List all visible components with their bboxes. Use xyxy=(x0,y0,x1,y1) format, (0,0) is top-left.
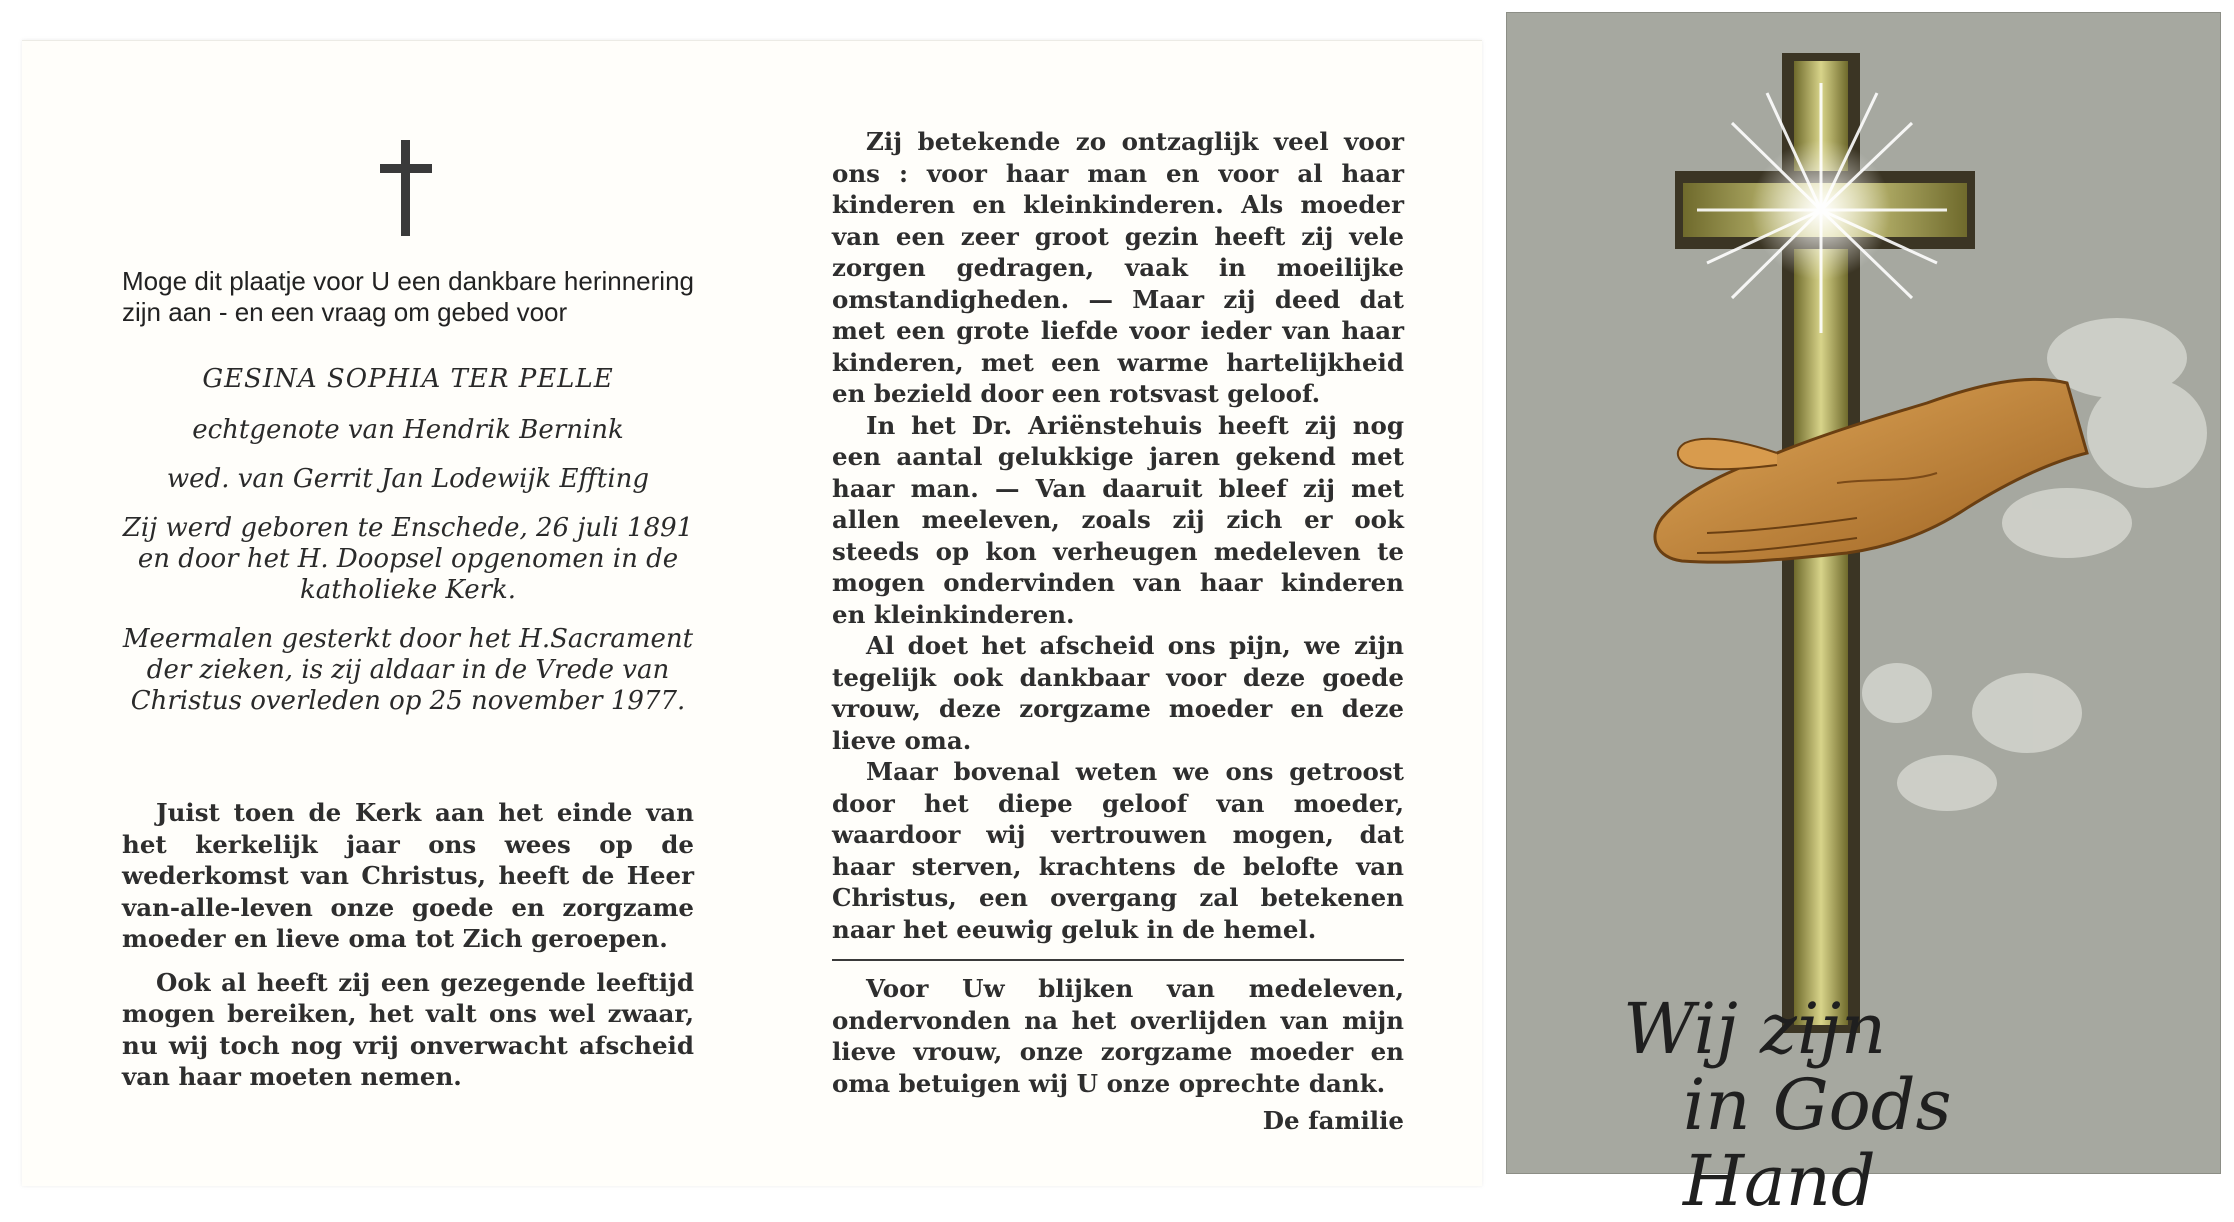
cross-icon xyxy=(380,140,432,236)
middle-paragraph-3: Al doet het afscheid ons pijn, we zijn tegelijk ook dankbaar voor deze goede vrouw, deze zorgzame moeder en deze lieve oma. xyxy=(832,631,1404,755)
left-paragraph-2: Ook al heeft zij een gezegende leeftijd mogen bereiken, het valt ons wel zwaar, nu wij toch nog vrij onverwacht afscheid van haar moeten nemen. xyxy=(122,967,694,1091)
middle-paragraph-1: Zij betekende zo ontzaglijk veel voor ons : voor haar man en voor al haar kinderen en kleinkinderen. Als moeder van een zeer groot gezin heeft zij vele zorgen gedragen, vaak in moeilijke omstandigheden. — Maar zij deed dat met een grote liefde voor ieder van haar kinderen, met een warme hartelijkheid en bezield door een rotsvast geloof. xyxy=(832,127,1404,408)
left-panel xyxy=(122,140,694,1093)
middle-paragraph-4: Maar bovenal weten we ons getroost door het diepe geloof van moeder, waardoor wij vertrouwen mogen, dat haar sterven, krachtens de belofte van Christus, een overgang zal betekenen naar het eeuwig geluk in de hemel. xyxy=(832,757,1404,944)
caption-line-2: in Gods Hand xyxy=(1683,1064,1952,1222)
middle-panel xyxy=(832,126,1404,1137)
card-caption xyxy=(1623,988,2143,1222)
spouse-line-1: echtgenote van Hendrik Bernink xyxy=(192,415,624,445)
front-card xyxy=(1506,12,2221,1222)
middle-paragraph-2: In het Dr. Ariënstehuis heeft zij nog een aantal gelukkige jaren gekend met haar man. — Van daaruit bleef zij met allen meeleven, zoals zij zich er ook steeds op kon verheugen medeleven te mogen ondervinden van haar kinderen en kleinkinderen. xyxy=(832,410,1404,629)
caption-line-1: Wij zijn xyxy=(1623,988,1887,1070)
left-paragraph-1: Juist toen de Kerk aan het einde van het kerkelijk jaar ons wees op de wederkomst van Christus, heeft de Heer van-alle-leven onze goede en zorgzame moeder en lieve oma tot Zich geroepen. xyxy=(122,798,694,953)
intro-text: Moge dit plaatje voor U een dankbare herinnering zijn aan - en een vraag om gebed voor xyxy=(122,266,694,327)
deceased-name: GESINA SOPHIA TER PELLE xyxy=(202,364,614,394)
birth-text: Zij werd geboren te Enschede, 26 juli 1891 en door het H. Doopsel opgenomen in de katholieke Kerk. xyxy=(122,513,694,605)
signature: De familie xyxy=(1262,1106,1404,1135)
divider xyxy=(832,959,1404,961)
death-text: Meermalen gesterkt door het H.Sacrament der zieken, is zij aldaar in de Vrede van Christus overleden op 25 november 1977. xyxy=(122,624,694,716)
thanks-text: Voor Uw blijken van medeleven, ondervonden na het overlijden van mijn lieve vrouw, onze zorgzame moeder en oma betuigen wij U onze oprechte dank. xyxy=(832,974,1404,1098)
spouse-line-2: wed. van Gerrit Jan Lodewijk Effting xyxy=(166,464,650,494)
